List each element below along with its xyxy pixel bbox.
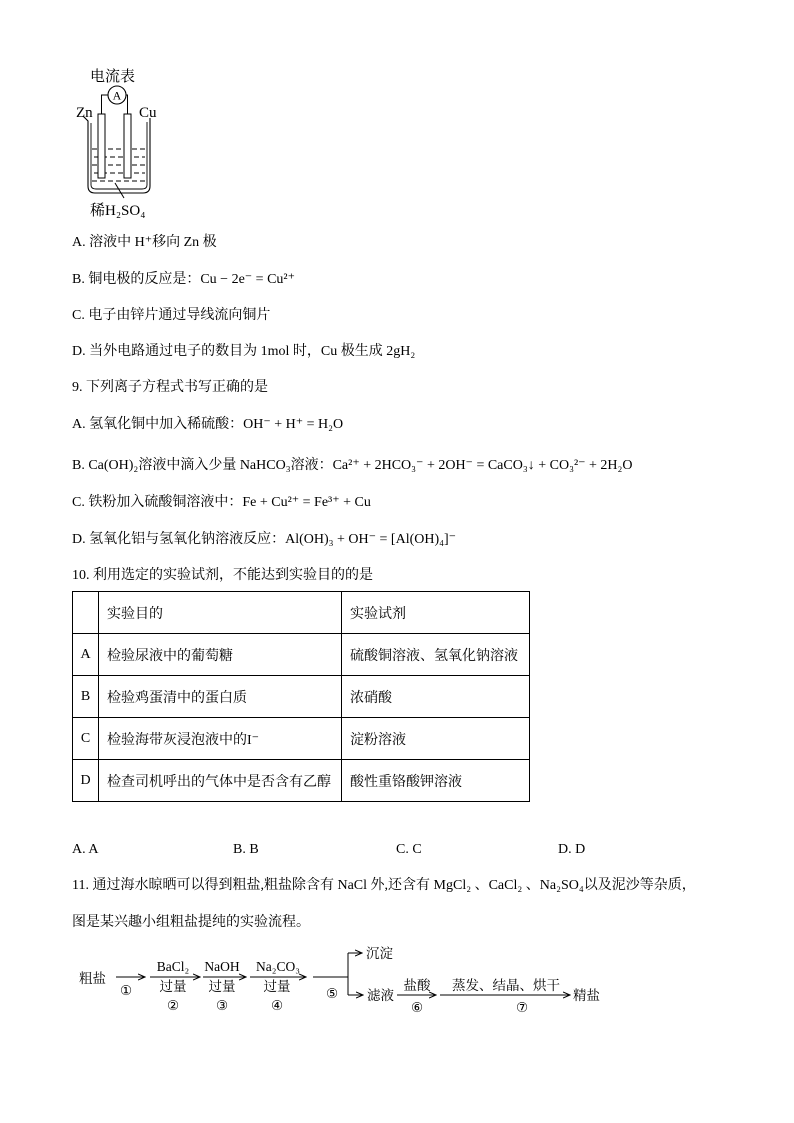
row-reagent: 酸性重铬酸钾溶液 <box>342 760 530 802</box>
flow-step-6-number: ⑥ <box>410 1000 424 1015</box>
row-reagent: 淀粉溶液 <box>342 718 530 760</box>
flow-filtrate: 滤液 <box>367 988 394 1003</box>
ammeter-label: 电流表 <box>90 69 136 85</box>
row-label: B <box>73 676 99 718</box>
q10-stem: 10. 利用选定的实验试剂，不能达到实验目的的是 <box>72 568 373 583</box>
q10-choice-c: C. C <box>396 842 422 857</box>
table-row <box>73 760 530 802</box>
q8-option-c: C. 电子由锌片通过导线流向铜片 <box>72 308 271 323</box>
q8-option-b: B. 铜电极的反应是：Cu − 2e⁻ = Cu²⁺ <box>72 272 295 287</box>
q11-stem-line-1: 11. 通过海水晾晒可以得到粗盐,粗盐除含有 NaCl 外,还含有 MgCl₂ 、CaCl₂ 、Na₂SO₄以及泥沙等杂质， <box>72 878 696 893</box>
flow-step-5-number: ⑤ <box>325 986 339 1001</box>
salt-purification-flowchart <box>0 930 640 1020</box>
q9-option-d: D. 氢氧化铝与氢氧化钠溶液反应：Al(OH)₃ + OH⁻ = [Al(OH)₄]⁻ <box>72 532 457 547</box>
q10-choice-b: B. B <box>233 842 259 857</box>
electrolyte-leader-line <box>115 183 124 198</box>
row-reagent: 硫酸铜溶液、氢氧化钠溶液 <box>342 634 530 676</box>
flow-step-2-condition: 过量 <box>159 979 187 994</box>
ammeter-symbol: A <box>112 88 122 103</box>
flow-product: 精盐 <box>573 988 600 1003</box>
flow-step-2-reagent: BaCl₂ <box>156 959 190 974</box>
q10-choice-a: A. A <box>72 842 99 857</box>
row-label: C <box>73 718 99 760</box>
zn-electrode-label: Zn <box>76 105 93 121</box>
q9-option-b: B. Ca(OH)₂溶液中滴入少量 NaHCO₃溶液：Ca²⁺ + 2HCO₃⁻ + 2OH⁻ = CaCO₃↓ + CO₃²⁻ + 2H₂O <box>72 458 633 473</box>
flow-step-7-operation: 蒸发、结晶、烘干 <box>452 978 560 993</box>
table-header-purpose: 实验目的 <box>99 592 342 634</box>
table-row <box>73 676 530 718</box>
q8-option-a: A. 溶液中 H⁺移向 Zn 极 <box>72 235 217 250</box>
table-header-row <box>73 592 530 634</box>
galvanic-cell-diagram <box>0 0 200 230</box>
zn-electrode <box>98 114 105 178</box>
table-row <box>73 718 530 760</box>
row-label: A <box>73 634 99 676</box>
flow-step-4-reagent: Na₂CO₃ <box>256 959 300 974</box>
wire-right <box>126 95 128 114</box>
table-header-reagent: 实验试剂 <box>342 592 530 634</box>
flow-step-6-reagent: 盐酸 <box>403 978 431 993</box>
q9-option-c: C. 铁粉加入硫酸铜溶液中：Fe + Cu²⁺ = Fe³⁺ + Cu <box>72 495 371 510</box>
wire-left <box>102 95 109 114</box>
cu-electrode <box>124 114 131 178</box>
q11-stem-line-2: 图是某兴趣小组粗盐提纯的实验流程。 <box>72 915 310 930</box>
flow-start: 粗盐 <box>79 971 106 986</box>
electrolyte-label: 稀H₂SO₄ <box>90 203 146 219</box>
table-header-blank <box>73 592 99 634</box>
row-purpose: 检验鸡蛋清中的蛋白质 <box>99 676 342 718</box>
flow-precipitate: 沉淀 <box>366 946 393 961</box>
flow-step-4-number: ④ <box>270 998 284 1013</box>
row-purpose: 检验尿液中的葡萄糖 <box>99 634 342 676</box>
q10-choice-d: D. D <box>558 842 586 857</box>
flow-step-3-condition: 过量 <box>208 979 236 994</box>
cu-electrode-label: Cu <box>139 105 157 121</box>
q9-stem: 9. 下列离子方程式书写正确的是 <box>72 380 268 395</box>
experiment-table <box>72 591 530 802</box>
row-reagent: 浓硝酸 <box>342 676 530 718</box>
q9-option-a: A. 氢氧化铜中加入稀硫酸：OH⁻ + H⁺ = H₂O <box>72 417 344 432</box>
flow-step-4-condition: 过量 <box>263 979 291 994</box>
q8-option-d: D. 当外电路通过电子的数目为 1mol 时，Cu 极生成 2gH₂ <box>72 344 416 359</box>
flow-step-2-number: ② <box>166 998 180 1013</box>
row-purpose: 检查司机呼出的气体中是否含有乙醇 <box>99 760 342 802</box>
flow-step-7-number: ⑦ <box>515 1000 529 1015</box>
flow-step-1-number: ① <box>119 983 133 998</box>
row-purpose: 检验海带灰浸泡液中的I⁻ <box>99 718 342 760</box>
flow-step-3-reagent: NaOH <box>204 959 240 974</box>
flow-step-3-number: ③ <box>215 998 229 1013</box>
table-row <box>73 634 530 676</box>
row-label: D <box>73 760 99 802</box>
